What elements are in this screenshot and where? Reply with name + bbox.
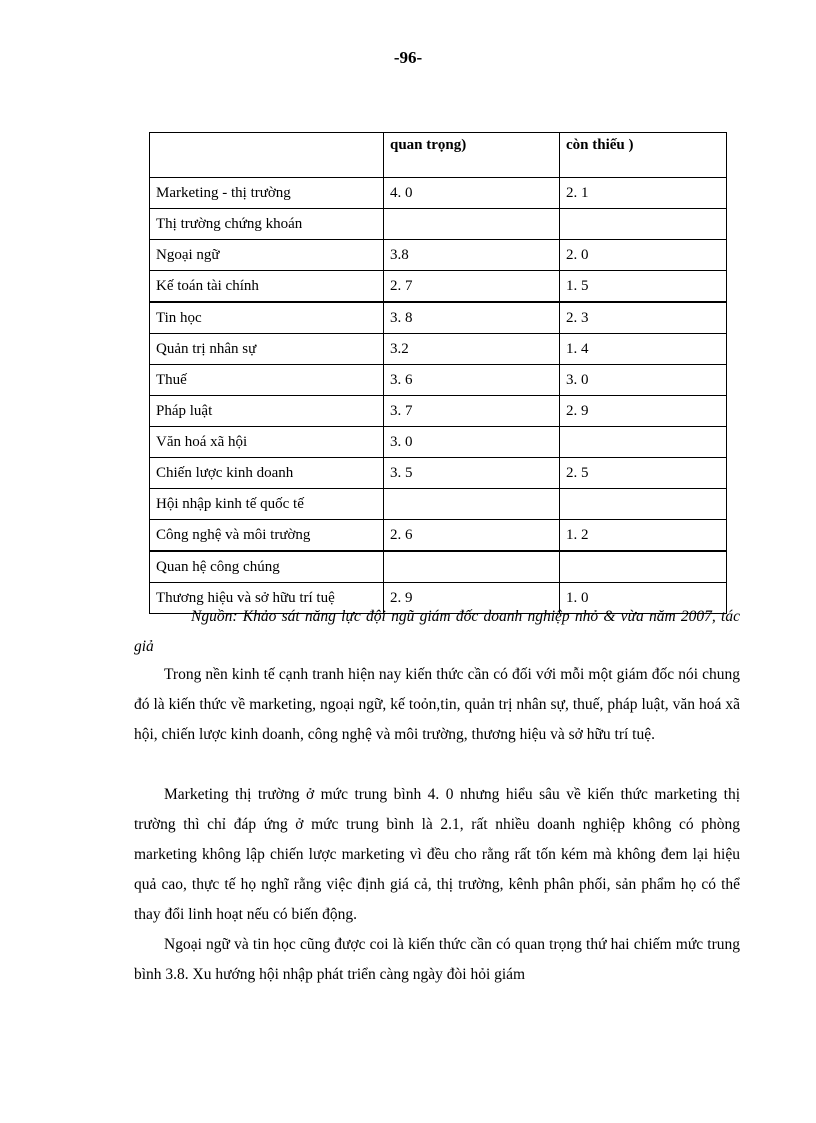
table-cell: Quan hệ công chúng: [150, 551, 384, 583]
header-cell: [150, 133, 384, 178]
header-cell: còn thiếu ): [560, 133, 727, 178]
table-cell: 1. 0: [560, 583, 727, 614]
table-cell: [384, 489, 560, 520]
table-cell: 3.2: [384, 334, 560, 365]
table-row: [150, 489, 727, 520]
table-cell: 3.8: [384, 240, 560, 271]
table-cell: [560, 551, 727, 583]
table-cell: Văn hoá xã hội: [150, 427, 384, 458]
table-cell: 2. 5: [560, 458, 727, 489]
table-cell: [560, 427, 727, 458]
table-row: [150, 271, 727, 303]
table-cell: Quản trị nhân sự: [150, 334, 384, 365]
table-row: [150, 209, 727, 240]
table-row: [150, 240, 727, 271]
table-row: [150, 365, 727, 396]
table-header-row: [150, 133, 727, 178]
table-cell: Pháp luật: [150, 396, 384, 427]
table-cell: Chiến lược kinh doanh: [150, 458, 384, 489]
table-cell: Công nghệ và môi trường: [150, 520, 384, 552]
table-cell: 3. 8: [384, 302, 560, 334]
table-row: [150, 551, 727, 583]
table-cell: Ngoại ngữ: [150, 240, 384, 271]
table-cell: [384, 551, 560, 583]
table-row: [150, 458, 727, 489]
table-cell: Kế toán tài chính: [150, 271, 384, 303]
table-source-note: Nguồn: Khảo sát năng lực đội ngũ giám đốc doanh nghiệp nhỏ & vừa năm 2007, tác giả: [134, 608, 740, 655]
table-cell: 3. 0: [560, 365, 727, 396]
table-cell: Marketing - thị trường: [150, 178, 384, 209]
table-cell: [384, 209, 560, 240]
table-cell: Thị trường chứng khoán: [150, 209, 384, 240]
table-cell: 2. 9: [560, 396, 727, 427]
table-cell: 3. 0: [384, 427, 560, 458]
table-cell: 4. 0: [384, 178, 560, 209]
table-row: [150, 396, 727, 427]
page-number: -96-: [393, 48, 423, 67]
paragraph: Trong nền kinh tế cạnh tranh hiện nay kiến thức cần có đối với mỗi một giám đốc nói chung đó là kiến thức về marketing, ngoại ngữ, kế toỏn,tin, quản trị nhân sự, thuế, pháp luật, văn hoá xã hội, chiến lược kinh doanh, công nghệ và môi trường, thương hiệu và sở hữu trí tuệ.: [134, 666, 740, 743]
table-cell: 1. 5: [560, 271, 727, 303]
table-cell: 2. 7: [384, 271, 560, 303]
table-row: [150, 178, 727, 209]
table-cell: Thương hiệu và sở hữu trí tuệ: [150, 583, 384, 614]
table-cell: [560, 489, 727, 520]
header-cell: quan trọng): [384, 133, 560, 178]
paragraph: Marketing thị trường ở mức trung bình 4. 0 nhưng hiểu sâu về kiến thức marketing thị trường thì chỉ đáp ứng ở mức trung bình là 2.1, rất nhiều doanh nghiệp không có phòng marketing không lập chiến lược marketing vì đều cho rằng rất tốn kém mà không đem lại hiệu quả cao, thực tế họ nghĩ rằng việc định giá cả, thị trường, kênh phân phối, sản phẩm họ có thể thay đổi linh hoạt nếu có biến động.: [134, 786, 740, 923]
table-cell: 1. 2: [560, 520, 727, 552]
table-row: [150, 334, 727, 365]
table-cell: Tin học: [150, 302, 384, 334]
table-cell: 2. 6: [384, 520, 560, 552]
table-cell: 3. 7: [384, 396, 560, 427]
table-cell: 2. 0: [560, 240, 727, 271]
table-cell: 2. 3: [560, 302, 727, 334]
table-row: [150, 427, 727, 458]
table-cell: Thuế: [150, 365, 384, 396]
table-cell: 3. 5: [384, 458, 560, 489]
table-row: [150, 302, 727, 334]
paragraph: Ngoại ngữ và tin học cũng được coi là kiến thức cần có quan trọng thứ hai chiếm mức trung bình 3.8. Xu hướng hội nhập phát triển càng ngày đòi hỏi giám: [134, 936, 740, 983]
table-cell: 2. 9: [384, 583, 560, 614]
table-cell: 3. 6: [384, 365, 560, 396]
table-cell: Hội nhập kinh tế quốc tế: [150, 489, 384, 520]
knowledge-table: [149, 132, 727, 614]
table-cell: [560, 209, 727, 240]
table-cell: 2. 1: [560, 178, 727, 209]
table-cell: 1. 4: [560, 334, 727, 365]
table-row: [150, 520, 727, 552]
